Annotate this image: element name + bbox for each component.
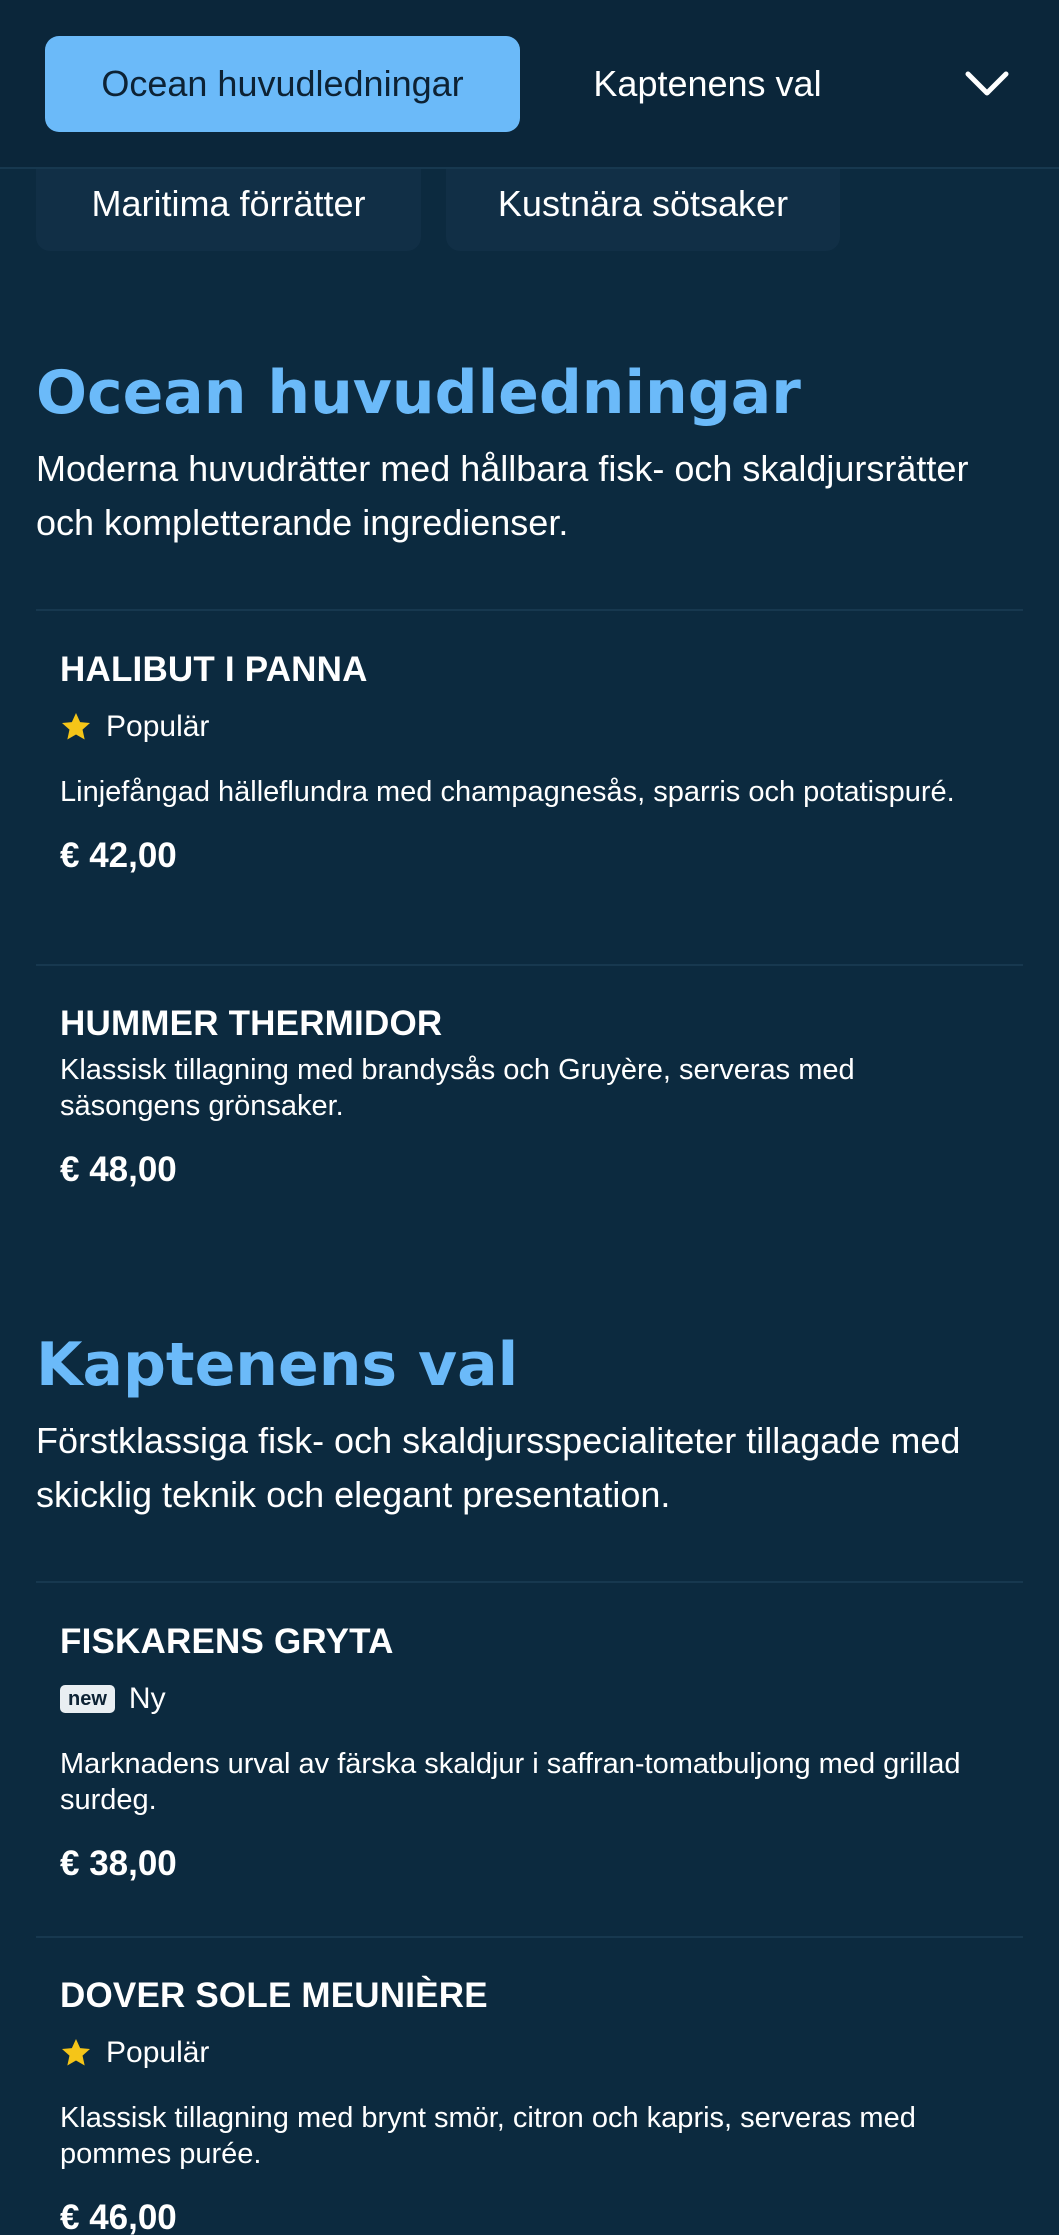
item-description: Klassisk tillagning med brynt smör, citron och kapris, serveras med pommes purée. bbox=[60, 2102, 916, 2170]
expand-categories-button[interactable] bbox=[960, 60, 1014, 108]
star-icon bbox=[60, 711, 92, 743]
new-tag: new bbox=[60, 1685, 115, 1713]
item-badge bbox=[60, 1682, 1000, 1716]
section-title: Kaptenens val bbox=[36, 1330, 519, 1400]
category-tab-bar bbox=[0, 0, 1059, 169]
divider bbox=[36, 1581, 1023, 1583]
section-kaptenens-val bbox=[36, 1330, 1023, 1522]
item-description: Klassisk tillagning med brandysås och Gruyère, serveras med säsongens grönsaker. bbox=[60, 1054, 855, 1122]
badge-label: Populär bbox=[106, 710, 210, 743]
item-name: DOVER SOLE MEUNIÈRE bbox=[60, 1976, 488, 2015]
tab-ocean-huvudledningar[interactable] bbox=[45, 36, 520, 132]
item-badge bbox=[60, 2036, 1000, 2070]
tab-label: Ocean huvudledningar bbox=[101, 63, 464, 104]
menu-item[interactable] bbox=[60, 1622, 1000, 1884]
tab-label: Kustnära sötsaker bbox=[497, 183, 789, 224]
badge-label: Ny bbox=[128, 1682, 166, 1715]
divider bbox=[36, 609, 1023, 611]
section-ocean-huvudledningar bbox=[36, 358, 1023, 550]
item-description: Marknadens urval av färska skaldjur i saffran-tomatbuljong med grillad surdeg. bbox=[60, 1748, 961, 1816]
item-name: HALIBUT I PANNA bbox=[60, 650, 368, 689]
item-price: € 48,00 bbox=[60, 1150, 177, 1189]
menu-item[interactable] bbox=[60, 1004, 1000, 1190]
badge-label: Populär bbox=[106, 2036, 210, 2069]
chevron-down-icon bbox=[965, 70, 1009, 98]
tab-label: Kaptenens val bbox=[593, 63, 822, 104]
item-price: € 42,00 bbox=[60, 836, 177, 875]
divider bbox=[36, 964, 1023, 966]
item-description: Linjefångad hälleflundra med champagnesås, sparris och potatispuré. bbox=[60, 776, 955, 808]
item-price: € 38,00 bbox=[60, 1844, 177, 1883]
item-name: HUMMER THERMIDOR bbox=[60, 1004, 443, 1043]
section-description: Moderna huvudrätter med hållbara fisk- och skaldjursrätter och kompletterande ingredienser. bbox=[36, 448, 969, 543]
item-name: FISKARENS GRYTA bbox=[60, 1622, 394, 1661]
item-price: € 46,00 bbox=[60, 2198, 177, 2235]
tab-kaptenens-val[interactable] bbox=[560, 36, 855, 132]
star-icon bbox=[60, 2037, 92, 2069]
menu-item[interactable] bbox=[60, 650, 1000, 876]
section-description: Förstklassiga fisk- och skaldjursspecialiteter tillagade med skicklig teknik och elegant presentation. bbox=[36, 1420, 961, 1515]
section-title: Ocean huvudledningar bbox=[36, 358, 801, 428]
tab-label: Maritima förrätter bbox=[91, 183, 366, 224]
item-badge bbox=[60, 710, 1000, 744]
menu-item[interactable] bbox=[60, 1976, 1000, 2235]
divider bbox=[36, 1936, 1023, 1938]
